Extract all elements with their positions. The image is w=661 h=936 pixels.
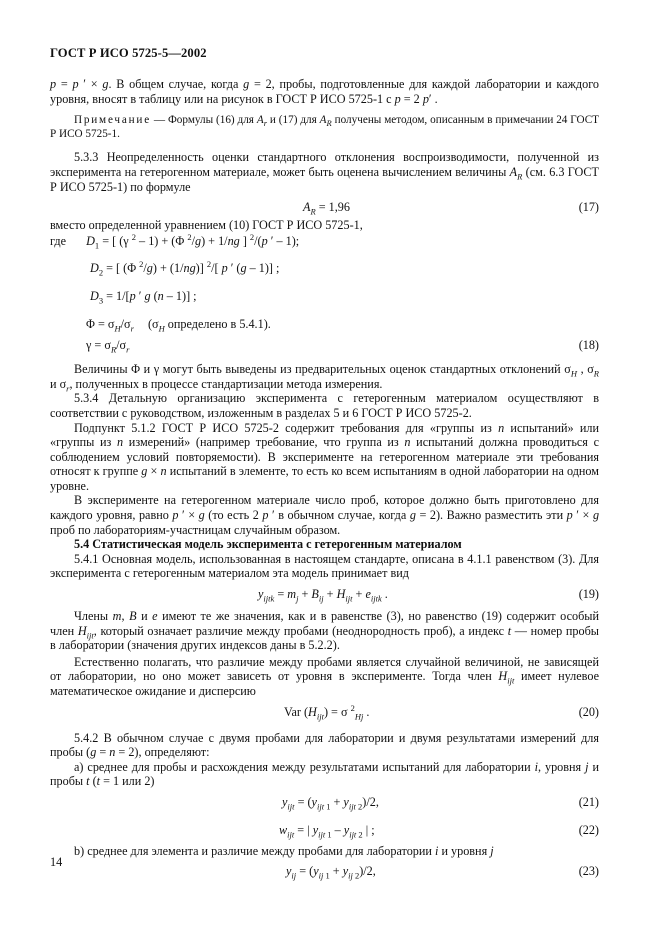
formula-20-expression: Var $(H_{ijt}) = \sigma$ $^2_{Hj}$ . <box>284 702 370 722</box>
paragraph-5-3-4: 5.3.4 Детальную организацию эксперимента с гетерогенным материалом осуществляют в соответствии с руководством, изложенным в разделах 5 и 6 ГОСТ Р ИСО 5725-2. <box>50 391 599 420</box>
formula-17-expression: $A_R = 1,96$ <box>303 200 350 217</box>
paragraph-sample-count: p = p ′ × g. В общем случае, когда g = 2, пробы, подготовленные для каждой лаборатории и каждого уровня, вносят в таблицу или на рисунок в ГОСТ Р ИСО 5725-1 с p = 2 p′ . <box>50 77 599 106</box>
paragraph-item-b: b) среднее для элемента и различие между пробами для лаборатории i и уровня j <box>74 843 494 858</box>
formula-18 <box>50 334 599 356</box>
formula-22 <box>50 819 599 841</box>
formula-22-number: (22) <box>578 822 599 837</box>
formula-20 <box>50 701 599 723</box>
formula-gamma: $\gamma = \sigma_R/\sigma_r$ <box>86 338 130 355</box>
formula-21 <box>50 791 599 813</box>
formula-phi <box>50 317 599 332</box>
paragraph-natural: Естественно полагать, что различие между пробами является случайной величиной, не зависящей от лаборатории, но оно может зависеть от уровня в эксперименте. Тогда член $H_{ijt}$ имеет нулевое математическое ожидание и дисперсию <box>50 654 599 698</box>
paragraph-sample-number: В эксперименте на гетерогенном материале число проб, которое должно быть приготовлено для каждого уровня, равно p ′ × g (то есть 2 p ′ в обычном случае, когда g = 2). Важно разместить эти p ′ × g проб по лабораториям-участницам случайным образом. <box>50 493 600 537</box>
formula-phi-note: ($\sigma_H$ определено в 5.4.1). <box>147 316 271 333</box>
formula-17-number: (17) <box>578 200 599 215</box>
paragraph-5-3-3: 5.3.3 Неопределенность оценки стандартного отклонения воспроизводимости, полученной из эксперимента на гетерогенном материале, может быть оценена вычислением величины $A_R$ (см. 6.3 ГОСТ Р ИСО 5725-1) по формуле <box>50 150 600 194</box>
note-label: Примечание <box>74 114 151 127</box>
formula-18-number: (18) <box>578 338 599 353</box>
paragraph-members: Члены m, B и e имеют те же значения, как и в равенстве (3), но равенство (19) содержит особый член $H_{ijt}$, который означает различие между пробами (неоднородность проб), а индекс t — номер пробы в лаборатории (значения других индексов даны в 5.2.2). <box>50 609 599 653</box>
paragraph-subclause: Подпункт 5.1.2 ГОСТ Р ИСО 5725-2 содержит требования для «группы из n испытаний» или «группы из n измерений» (например требование, что группа из n испытаний должна проводиться с соблюдением условий повторяемости). В эксперименте на гетерогенном материале эти требования относят к группе g × n испытаний в элементе, то есть ко всем испытаниям в одной лаборатории на одном уровне. <box>50 420 600 493</box>
section-title-5-4: 5.4 Статистическая модель эксперимента с гетерогенным материалом <box>74 537 462 552</box>
paragraph-5-4-1: 5.4.1 Основная модель, использованная в настоящем стандарте, описана в 4.1.1 равенством (3). Для эксперимента с гетерогенным материалом эта модель принимает вид <box>50 551 599 581</box>
formula-d2: $D_2$ = [ (Φ $^2$/g) + (1/ng)] $^2$/[ p ′ (g – 1)] ; <box>90 259 280 278</box>
formula-22-expression: $w_{ijt}$ = | $y_{ijt 1} - y_{ijt 2}$ | ; <box>279 822 375 840</box>
formula-23-number: (23) <box>578 863 599 878</box>
paragraph-values: Величины Φ и γ могут быть выведены из предварительных оценок стандартных отклонений $\sigma_H$ , $\sigma_R$ и $\sigma_r$, полученных в процессе стандартизации метода измерения. <box>50 362 599 394</box>
formula-17 <box>50 196 599 218</box>
formula-19 <box>50 583 599 605</box>
page-number: 14 <box>50 855 63 869</box>
paragraph-instead: вместо определенной уравнением (10) ГОСТ Р ИСО 5725-1, <box>50 218 363 233</box>
formula-d1-line <box>50 231 599 251</box>
paragraph-item-a: a) среднее для пробы и расхождения между результатами испытаний для лаборатории i, уровня j и пробы t (t = 1 или 2) <box>50 759 600 789</box>
formula-phi-expression: $\Phi = \sigma_H/\sigma_r$ <box>86 316 134 333</box>
formula-d1: $D_1$ = [ (γ $^2$ – 1) + (Φ $^2$/g) + 1/ng ] $^2$/(p ′ – 1); <box>86 231 300 251</box>
where-label: где <box>50 233 67 248</box>
formula-21-expression: $y_{ijt} = (y_{ijt 1} + y_{ijt 2})/2$, <box>282 794 379 812</box>
document-body <box>50 77 599 882</box>
formula-23 <box>50 860 599 882</box>
paragraph-5-4-2: 5.4.2 В обычном случае с двумя пробами для лаборатории и двумя результатами измерений для пробы (g = n = 2), определяют: <box>50 730 599 760</box>
formula-23-expression: $y_{ij} = (y_{ij 1} + y_{ij 2})/2$, <box>286 863 376 880</box>
note-paragraph: Примечание — Формулы (16) для $A_r$ и (17) для $A_R$ получены методом, описанным в примечании 24 ГОСТ Р ИСО 5725-1. <box>50 114 599 140</box>
formula-19-expression: $y_{ijtk} = m_j + B_{ij} + H_{ijt} + e_{ijtk}$ . <box>258 587 388 604</box>
document-header: ГОСТ Р ИСО 5725-5—2002 <box>50 46 207 60</box>
formula-d3: $D_3 = 1/[p$ ′ g (n – 1)] ; <box>90 288 197 306</box>
formula-21-number: (21) <box>578 794 599 809</box>
formula-19-number: (19) <box>578 587 599 602</box>
formula-20-number: (20) <box>578 704 599 719</box>
